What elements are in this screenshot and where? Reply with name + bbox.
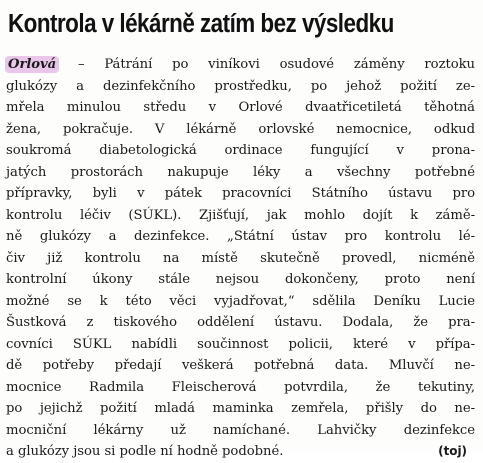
article-body: [6, 54, 475, 463]
article-line-11: kontrolní úkony stále nejsou dokončeny, proto není: [6, 272, 475, 287]
article-line-1: [6, 54, 475, 76]
article-line-8: kontrolu léčiv (SÚKL). Zjišťují, jak mohlo dojít k zámě-: [6, 207, 475, 223]
dateline-highlight: Orlová: [8, 57, 57, 72]
article-line-14: covníci SÚKL nabídli součinnost policii, které v přípa-: [6, 336, 475, 352]
article-line-18: mocniční lékárny už namíchané. Lahvičky dezinfekce: [6, 422, 475, 438]
article-line-7: přípravky, byli v pátek pracovníci Státního ústavu pro: [6, 186, 475, 201]
article-headline: Kontrola v lékárně zatím bez výsledku: [8, 10, 394, 38]
article-line-12: možné se k této věci vyjadřovat,“ sdělila Deníku Lucie: [6, 293, 475, 309]
article-line-19-text: a glukózy jsou si podle ní hodně podobné.: [6, 444, 284, 459]
article-line-10: čiv již kontrolu na místě skutečně provedl, nicméně: [6, 250, 475, 266]
article-line-15: dě potřeby předají veškerá potřebná data. Mluvčí ne-: [6, 358, 475, 373]
article-line-3: mřela minulou středu v Orlové dvaatřicetiletá těhotná: [6, 100, 475, 115]
article-line-13: Šustková z tiskového oddělení ústavu. Dodala, že pra-: [6, 315, 475, 330]
article-line-2: glukózy a dezinfekčního prostředku, po jehož požití ze-: [6, 78, 475, 94]
article-line-5: soukromá diabetologická ordinace fungující v prona-: [6, 143, 475, 158]
article-line-17: po jejichž požití mladá maminka zemřela, přišly do ne-: [6, 401, 475, 416]
article-line-1-text: – Pátrání po viníkovi osudové záměny roztoku: [58, 57, 475, 72]
article-line-6: jatých prostorách nakupuje léky a všechny potřebné: [6, 164, 475, 180]
author-byline: (toj): [438, 444, 467, 458]
article-line-4: žena, pokračuje. V lékárně orlovské nemocnice, odkud: [6, 121, 475, 137]
article-line-16: mocnice Radmila Fleischerová potvrdila, že tekutiny,: [6, 379, 475, 395]
article-line-9: ně glukózy a dezinfekce. „Státní ústav pro kontrolu lé-: [6, 229, 475, 244]
